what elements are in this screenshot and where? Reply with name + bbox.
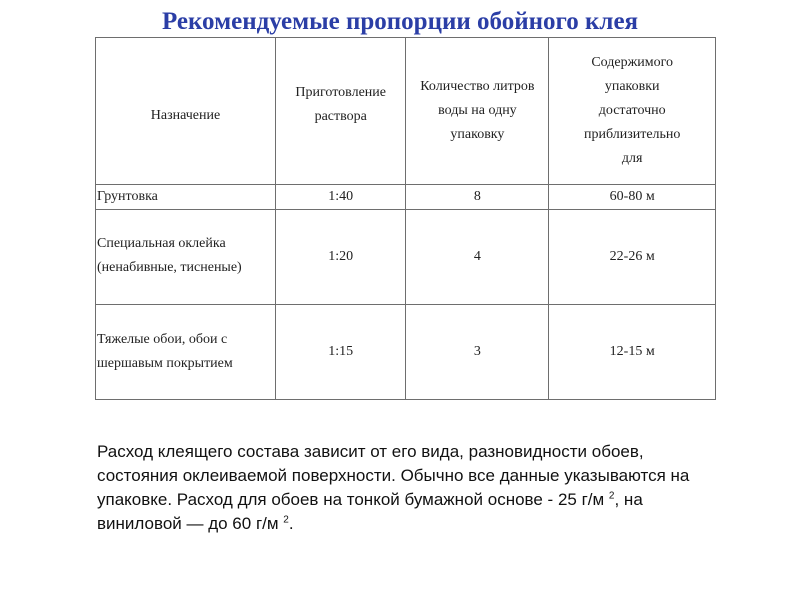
column-header-purpose: Назначение bbox=[96, 38, 276, 185]
table-row bbox=[96, 185, 716, 210]
cell-ratio: 1:40 bbox=[276, 185, 406, 210]
cell-coverage: 12-15 м bbox=[549, 305, 716, 400]
cell-purpose: Специальная оклейка (ненабивные, тисненые) bbox=[96, 210, 276, 305]
column-header-coverage: Содержимого упаковки достаточно приблизительно для bbox=[549, 38, 716, 185]
cell-ratio: 1:20 bbox=[276, 210, 406, 305]
column-header-preparation: Приготовление раствора bbox=[276, 38, 406, 185]
page-title: Рекомендуемые пропорции обойного клея bbox=[161, 8, 639, 35]
proportions-table bbox=[95, 37, 716, 400]
column-header-water-liters: Количество литров воды на одну упаковку bbox=[406, 38, 549, 185]
consumption-note: Расход клеящего состава зависит от его вида, разновидности обоев, состояния оклеиваемой поверхности. Обычно все данные указываются на упаковке. Расход для обоев на тонкой бумажной основе - 25 г/м $^2$, на виниловой — до 60 г/м $^2$. bbox=[97, 442, 690, 533]
table-row bbox=[96, 210, 716, 305]
cell-water: 4 bbox=[406, 210, 549, 305]
cell-water: 3 bbox=[406, 305, 549, 400]
cell-coverage: 60-80 м bbox=[549, 185, 716, 210]
table-row bbox=[96, 305, 716, 400]
cell-water: 8 bbox=[406, 185, 549, 210]
cell-ratio: 1:15 bbox=[276, 305, 406, 400]
table-header-row bbox=[96, 38, 716, 185]
cell-purpose: Тяжелые обои, обои с шершавым покрытием bbox=[96, 305, 276, 400]
cell-purpose: Грунтовка bbox=[96, 185, 276, 210]
cell-coverage: 22-26 м bbox=[549, 210, 716, 305]
